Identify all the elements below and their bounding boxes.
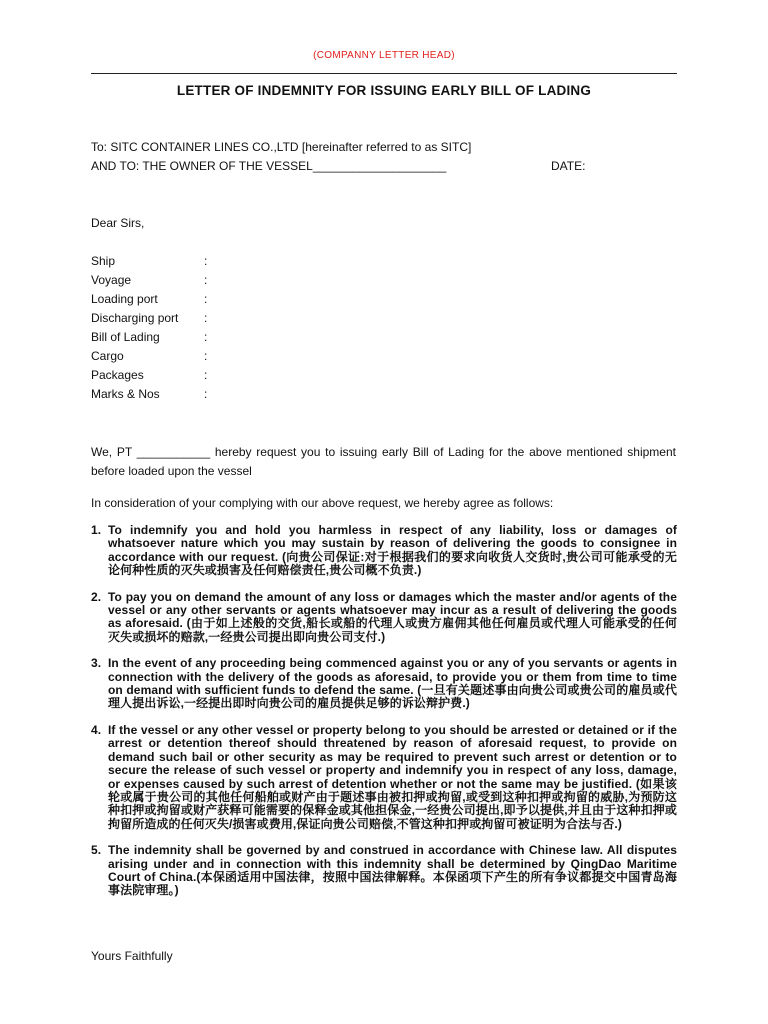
- field-colon: :: [204, 311, 208, 325]
- indemnity-clauses: [91, 524, 677, 898]
- clause-number: 5.: [91, 843, 102, 858]
- field-row-marks-nos: [91, 387, 291, 406]
- clause-number: 2.: [91, 589, 102, 604]
- field-label: Loading port: [91, 292, 158, 306]
- consideration-paragraph: In consideration of your complying with our above request, we hereby agree as follows:: [91, 496, 554, 510]
- clause-1: [91, 524, 677, 578]
- clause-2: [91, 591, 677, 645]
- field-colon: :: [204, 273, 208, 287]
- field-row-ship: [91, 254, 291, 273]
- field-row-loading-port: [91, 292, 291, 311]
- field-row-bill-of-lading: [91, 330, 291, 349]
- addressee-line-1: To: SITC CONTAINER LINES CO.,LTD [hereinafter referred to as SITC]: [91, 140, 472, 154]
- clause-number: 4.: [91, 722, 102, 737]
- field-colon: :: [204, 254, 208, 268]
- clause-number: 3.: [91, 656, 102, 671]
- clause-text: In the event of any proceeding being commenced against you or any of you servants or agents in connection with the delivery of the goods as aforesaid, to provide you or them from time to time on demand with sufficient funds to defend the same. (一旦有关题述事由向贵公司或贵公司的雇员或代理人提出诉讼,一经提出即时向贵公司的雇员提供足够的诉讼辩护费.): [108, 656, 677, 711]
- date-label: DATE:: [551, 159, 586, 173]
- clause-text: The indemnity shall be governed by and construed in accordance with Chinese law. All disputes arising under and in connection with this indemnity shall be determined by QingDao Maritime Court of China.(本保函适用中国法律，按照中国法律解释。本保函项下产生的所有争议都提交中国青岛海事法院审理。): [108, 843, 677, 898]
- clause-number: 1.: [91, 523, 102, 537]
- field-label: Ship: [91, 254, 116, 268]
- field-colon: :: [204, 368, 208, 382]
- letterhead-placeholder: (COMPANNY LETTER HEAD): [313, 50, 455, 61]
- clause-5: [91, 844, 677, 898]
- field-label: Packages: [91, 368, 144, 382]
- salutation: Dear Sirs,: [91, 216, 145, 230]
- field-row-packages: [91, 368, 291, 387]
- field-row-discharging-port: [91, 311, 291, 330]
- closing-signoff: Yours Faithfully: [91, 949, 173, 963]
- field-row-voyage: [91, 273, 291, 292]
- field-colon: :: [204, 330, 208, 344]
- field-label: Voyage: [91, 273, 132, 287]
- letter-title: LETTER OF INDEMNITY FOR ISSUING EARLY BILL OF LADING: [176, 83, 592, 98]
- addressee-line-2: AND TO: THE OWNER OF THE VESSEL____________________: [91, 159, 447, 173]
- field-row-cargo: [91, 349, 291, 368]
- clause-text: If the vessel or any other vessel or property belong to you should be arrested or detained or if the arrest or detention thereof should threatened by reason of aforesaid request, to provide on demand such bail or other security as may be required to prevent such arrest or detention or to secure the release of such vessel or property and indemnify you in respect of any loss, damage, or expenses caused by such arrest of detention whether or not the same may be justified. (如果该轮或属于贵公司的其他任何船舶或财产由于题述事由被扣押或拘留,或受到这种扣押或拘留的威胁,为预防这种扣押或拘留或财产获释可能需要的保释金或其他担保金,一经贵公司提出,即予以提供,并且由于这种扣押或拘留所造成的任何灭失/损害或费用,保证向贵公司赔偿,不管这种扣押或拘留可被证明为合法与否.): [108, 722, 677, 831]
- request-paragraph: We, PT ___________ hereby request you to issuing early Bill of Lading for the above mentioned shipment before loaded upon the vessel: [91, 445, 676, 478]
- field-label: Bill of Lading: [91, 330, 160, 344]
- shipment-fields: [91, 254, 291, 406]
- clause-text: To indemnify you and hold you harmless in respect of any liability, loss or damages of whatsoever nature which you may sustain by reason of delivering the goods to consignee in accordance with our request. (向贵公司保证:对于根据我们的要求向收货人交货时,贵公司可能承受的无论何种性质的灭失或损害及任何赔偿责任,贵公司概不负责.): [108, 523, 677, 578]
- field-label: Cargo: [91, 349, 124, 363]
- field-label: Marks & Nos: [91, 387, 160, 401]
- field-colon: :: [204, 349, 208, 363]
- clause-3: [91, 657, 677, 711]
- field-label: Discharging port: [91, 311, 179, 325]
- field-colon: :: [204, 292, 208, 306]
- clause-4: [91, 724, 677, 831]
- field-colon: :: [204, 387, 208, 401]
- header-divider: [91, 73, 677, 74]
- clause-text: To pay you on demand the amount of any loss or damages which the master and/or agents of the vessel or any other servants or agents whatsoever may incur as a result of delivering the goods as aforesaid. (由于如上述般的交货,船长或船的代理人或贵方雇佣其他任何雇员或代理人可能承受的任何灭失或损坏的赔款,一经贵公司提出即向贵公司支付.): [108, 589, 677, 644]
